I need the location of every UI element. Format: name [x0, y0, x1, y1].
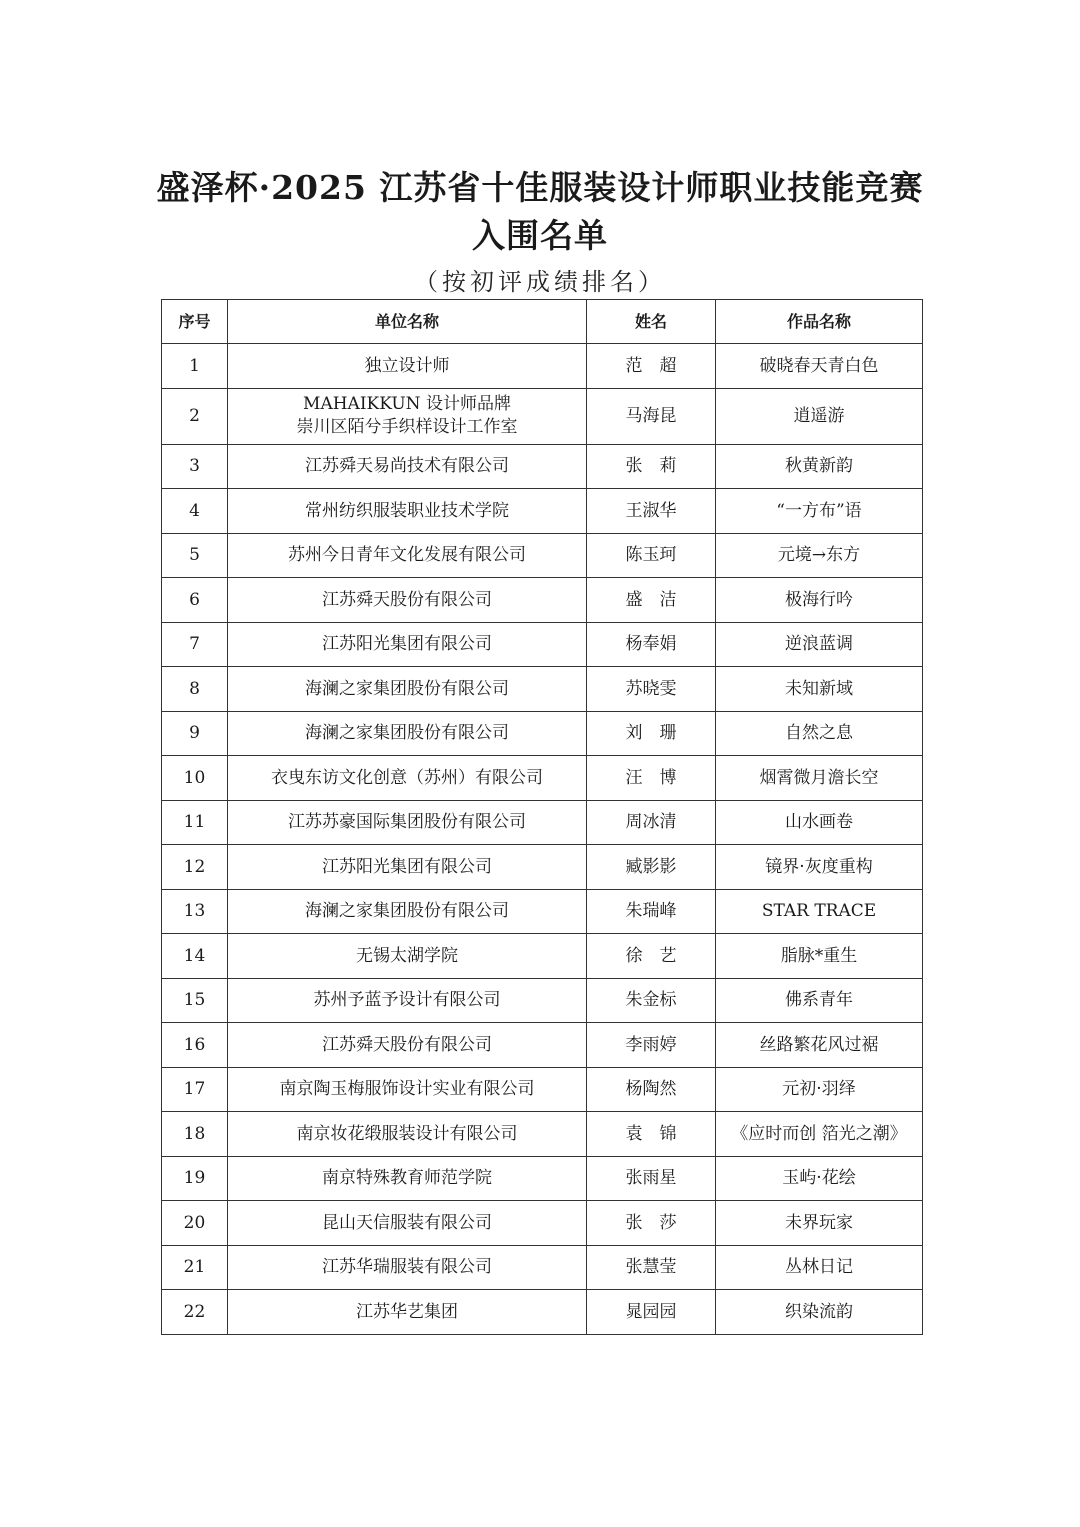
- cell-unit-name: [228, 1067, 587, 1112]
- cell-person-name: 陈玉珂: [587, 533, 716, 578]
- cell-unit-name: [228, 444, 587, 489]
- cell-serial-number: 1: [162, 344, 228, 389]
- cell-person-name: 朱瑞峰: [587, 889, 716, 934]
- table-row: [162, 344, 923, 389]
- cell-serial-number: 8: [162, 667, 228, 712]
- cell-serial-number: 22: [162, 1290, 228, 1335]
- cell-unit-name: [228, 489, 587, 534]
- unit-name-line: 南京妆花缎服装设计有限公司: [296, 1123, 518, 1144]
- cell-unit-name: [228, 934, 587, 979]
- cell-unit-name: [228, 1290, 587, 1335]
- cell-unit-name: [228, 800, 587, 845]
- cell-serial-number: 4: [162, 489, 228, 534]
- header-person-name: 姓名: [587, 300, 716, 344]
- unit-name-line: 南京陶玉梅服饰设计实业有限公司: [279, 1079, 535, 1100]
- header-unit-name: 单位名称: [228, 300, 587, 344]
- cell-serial-number: 11: [162, 800, 228, 845]
- table-row: [162, 1156, 923, 1201]
- cell-unit-name: [228, 344, 587, 389]
- unit-name-line: 苏州予蓝予设计有限公司: [313, 990, 501, 1011]
- cell-work-title: 自然之息: [716, 711, 923, 756]
- cell-unit-name: [228, 388, 587, 444]
- cell-serial-number: 18: [162, 1112, 228, 1157]
- cell-unit-name: [228, 978, 587, 1023]
- cell-serial-number: 14: [162, 934, 228, 979]
- cell-serial-number: 13: [162, 889, 228, 934]
- cell-work-title: 织染流韵: [716, 1290, 923, 1335]
- cell-person-name: 王淑华: [587, 489, 716, 534]
- table-row: [162, 800, 923, 845]
- finalist-table: [161, 299, 923, 1335]
- cell-person-name: 汪 博: [587, 756, 716, 801]
- cell-serial-number: 6: [162, 578, 228, 623]
- unit-name-line: 常州纺织服装职业技术学院: [305, 500, 509, 521]
- cell-person-name: 袁 锦: [587, 1112, 716, 1157]
- table-row: [162, 1245, 923, 1290]
- cell-work-title: 元境→东方: [716, 533, 923, 578]
- cell-person-name: 杨奉娟: [587, 622, 716, 667]
- cell-person-name: 李雨婷: [587, 1023, 716, 1068]
- unit-name-line: 江苏舜天股份有限公司: [322, 1034, 492, 1055]
- cell-person-name: 晁园园: [587, 1290, 716, 1335]
- cell-work-title: 烟霄微月澹长空: [716, 756, 923, 801]
- cell-work-title: 丛林日记: [716, 1245, 923, 1290]
- table-row: [162, 444, 923, 489]
- cell-work-title: “一方布”语: [716, 489, 923, 534]
- cell-unit-name: [228, 667, 587, 712]
- cell-person-name: 张 莉: [587, 444, 716, 489]
- unit-name-line: 江苏苏豪国际集团股份有限公司: [288, 812, 526, 833]
- cell-serial-number: 12: [162, 845, 228, 890]
- cell-work-title: STAR TRACE: [716, 889, 923, 934]
- table-header-row: [162, 300, 923, 344]
- cell-work-title: 丝路繁花风过裾: [716, 1023, 923, 1068]
- table-row: [162, 1067, 923, 1112]
- cell-serial-number: 7: [162, 622, 228, 667]
- cell-work-title: 秋黄新韵: [716, 444, 923, 489]
- cell-unit-name: [228, 1156, 587, 1201]
- unit-name-line: 衣曳东访文化创意（苏州）有限公司: [271, 767, 543, 788]
- cell-serial-number: 17: [162, 1067, 228, 1112]
- cell-serial-number: 5: [162, 533, 228, 578]
- cell-person-name: 杨陶然: [587, 1067, 716, 1112]
- cell-person-name: 范 超: [587, 344, 716, 389]
- unit-name-line: 海澜之家集团股份有限公司: [305, 723, 509, 744]
- unit-name-line: 崇川区陌兮手织样设计工作室: [296, 417, 518, 437]
- table-body: [162, 344, 923, 1335]
- unit-name-line: 海澜之家集团股份有限公司: [305, 901, 509, 922]
- cell-person-name: 张 莎: [587, 1201, 716, 1246]
- cell-unit-name: [228, 889, 587, 934]
- cell-person-name: 臧影影: [587, 845, 716, 890]
- unit-name-line: 南京特殊教育师范学院: [322, 1168, 492, 1189]
- cell-unit-name: [228, 533, 587, 578]
- table-row: [162, 889, 923, 934]
- table-row: [162, 622, 923, 667]
- cell-serial-number: 10: [162, 756, 228, 801]
- cell-work-title: 逍遥游: [716, 388, 923, 444]
- cell-person-name: 盛 洁: [587, 578, 716, 623]
- unit-name-line: 江苏舜天股份有限公司: [322, 589, 492, 610]
- cell-person-name: 朱金标: [587, 978, 716, 1023]
- unit-name-line: 昆山天信服装有限公司: [322, 1212, 492, 1233]
- cell-work-title: 玉屿·花绘: [716, 1156, 923, 1201]
- cell-person-name: 苏晓雯: [587, 667, 716, 712]
- cell-unit-name: [228, 756, 587, 801]
- cell-work-title: 未界玩家: [716, 1201, 923, 1246]
- table-row: [162, 388, 923, 444]
- document-subtitle: （按初评成绩排名）: [414, 268, 666, 296]
- unit-name-line: 江苏华瑞服装有限公司: [322, 1257, 492, 1278]
- cell-unit-name: [228, 845, 587, 890]
- table-row: [162, 845, 923, 890]
- table-row: [162, 756, 923, 801]
- cell-work-title: 逆浪蓝调: [716, 622, 923, 667]
- table-row: [162, 711, 923, 756]
- cell-serial-number: 15: [162, 978, 228, 1023]
- document-title: 盛泽杯·2025 江苏省十佳服装设计师职业技能竞赛: [156, 168, 924, 207]
- cell-person-name: 刘 珊: [587, 711, 716, 756]
- cell-serial-number: 2: [162, 388, 228, 444]
- table-row: [162, 578, 923, 623]
- cell-work-title: 佛系青年: [716, 978, 923, 1023]
- cell-serial-number: 21: [162, 1245, 228, 1290]
- cell-work-title: 《应时而创 箔光之潮》: [716, 1112, 923, 1157]
- header-work-title: 作品名称: [716, 300, 923, 344]
- cell-unit-name: [228, 1112, 587, 1157]
- table-row: [162, 1290, 923, 1335]
- unit-name-line: 苏州今日青年文化发展有限公司: [288, 545, 526, 566]
- cell-unit-name: [228, 578, 587, 623]
- table-row: [162, 667, 923, 712]
- header-serial-number: 序号: [162, 300, 228, 344]
- cell-serial-number: 9: [162, 711, 228, 756]
- cell-serial-number: 16: [162, 1023, 228, 1068]
- cell-work-title: 极海行吟: [716, 578, 923, 623]
- table-row: [162, 978, 923, 1023]
- document-title-line2: 入围名单: [472, 216, 608, 255]
- unit-name-line: 无锡太湖学院: [356, 945, 458, 966]
- unit-name-line: 江苏阳光集团有限公司: [322, 856, 492, 877]
- cell-serial-number: 19: [162, 1156, 228, 1201]
- table-row: [162, 533, 923, 578]
- unit-name-line: 独立设计师: [364, 355, 450, 376]
- cell-unit-name: [228, 622, 587, 667]
- cell-work-title: 脂脉*重生: [716, 934, 923, 979]
- cell-unit-name: [228, 1245, 587, 1290]
- unit-name-line: 海澜之家集团股份有限公司: [305, 678, 509, 699]
- table-row: [162, 489, 923, 534]
- unit-name-line: 江苏华艺集团: [356, 1301, 458, 1322]
- cell-work-title: 破晓春天青白色: [716, 344, 923, 389]
- cell-work-title: 未知新域: [716, 667, 923, 712]
- cell-person-name: 张慧莹: [587, 1245, 716, 1290]
- cell-serial-number: 3: [162, 444, 228, 489]
- unit-name-line: 江苏舜天易尚技术有限公司: [305, 456, 509, 477]
- table-row: [162, 1023, 923, 1068]
- cell-unit-name: [228, 711, 587, 756]
- unit-name-line: 江苏阳光集团有限公司: [322, 634, 492, 655]
- unit-name-line: MAHAIKKUN 设计师品牌: [303, 394, 511, 414]
- table-row: [162, 1201, 923, 1246]
- cell-work-title: 元初·羽绎: [716, 1067, 923, 1112]
- cell-work-title: 山水画卷: [716, 800, 923, 845]
- table-row: [162, 1112, 923, 1157]
- cell-person-name: 周冰清: [587, 800, 716, 845]
- table-row: [162, 934, 923, 979]
- cell-unit-name: [228, 1023, 587, 1068]
- cell-work-title: 镜界·灰度重构: [716, 845, 923, 890]
- cell-person-name: 徐 艺: [587, 934, 716, 979]
- cell-serial-number: 20: [162, 1201, 228, 1246]
- cell-unit-name: [228, 1201, 587, 1246]
- cell-person-name: 马海昆: [587, 388, 716, 444]
- cell-person-name: 张雨星: [587, 1156, 716, 1201]
